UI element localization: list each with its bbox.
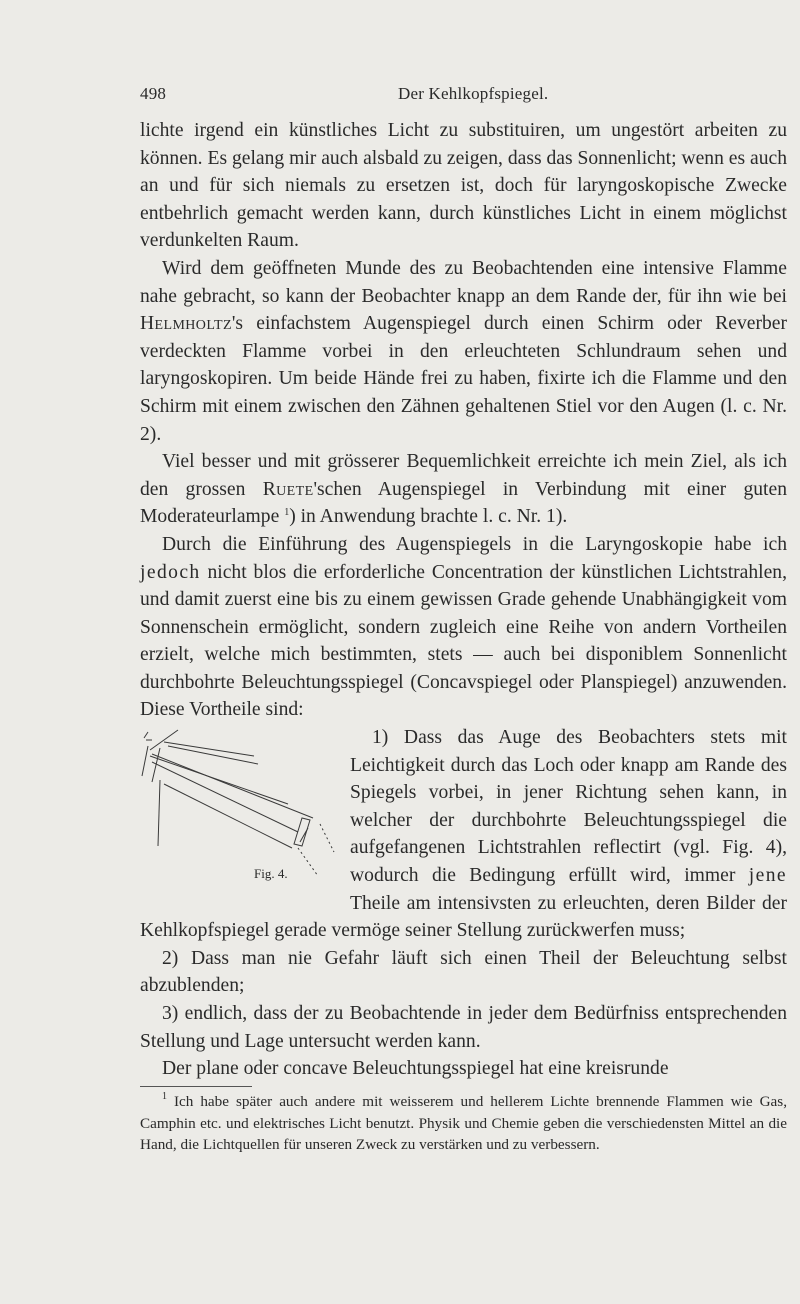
- paragraph-item-3: 3) endlich, dass der zu Beobachtende in jeder dem Bedürfniss entsprechenden Stellung und Lage untersucht werden kann.: [140, 1003, 787, 1052]
- footnote-ref: 1: [284, 507, 290, 519]
- figure-caption: Fig. 4.: [254, 866, 288, 882]
- paragraph-item-2: 2) Dass man nie Gefahr läuft sich einen Theil der Beleuchtung selbst abzublenden;: [140, 947, 787, 997]
- page-number: 498: [140, 84, 167, 103]
- paragraph-2: Wird dem geöffneten Munde des zu Beobachtenden eine intensive Flamme nahe gebracht, so kann der Beobachter knapp an dem Rande der, für ihn wie bei Helmholtz's einfachstem Augenspiegel durch einen Schirm oder Reverber verdeckten Flamme vorbei in den erleuchteten Schlundraum sehen und laryngoskopiren. Um beide Hände frei zu haben, fixirte ich die Flamme und den Schirm mit einem zwischen den Zähnen gehaltenen Stiel vor den Augen (l. c. Nr. 2).: [140, 257, 787, 445]
- paragraph-3: Viel besser und mit grösserer Bequemlichkeit erreichte ich mein Ziel, als ich den grossen Ruete'schen Augenspiegel in Verbindung mit einer guten Moderateurlampe $^1$) in Anwendung brachte l. c. Nr. 1).: [140, 451, 787, 528]
- item-1-text: 1) Dass das Auge des Beobachters stets mit Leichtigkeit durch das Loch oder knapp am Rande des Spiegels vorbei, in jener Richtung sehen kann, in welcher der durchbohrte Beleuchtungsspiegel die aufgefangenen Lichtstrahlen reflectirt (vgl. Fig. 4), wodurch die Bedingung erfüllt wird, immer: [350, 727, 787, 887]
- footnote-marker: 1: [162, 1091, 167, 1102]
- item-1-text-end: Theile am intensivsten zu erleuchten, deren Bilder der Kehlkopfspiegel gerade vermöge seiner Stellung zurückwerfen muss;: [140, 892, 787, 942]
- paragraph-1: lichte irgend ein künstliches Licht zu substituiren, um ungestört arbeiten zu können. Es gelang mir auch alsbald zu zeigen, dass das Sonnenlicht; wenn es auch an und für sich niemals zu ersetzen ist, doch für laryngoskopische Zwecke entbehrlich gemacht werden kann, durch künstliches Licht in einem möglichst verdunkelten Raum.: [140, 120, 787, 252]
- footnote-rule: [140, 1086, 252, 1087]
- name-helmholtz: Helmholtz: [140, 313, 232, 335]
- name-ruete: Ruete: [262, 478, 314, 500]
- footnote-text: Ich habe später auch andere mit weisserem und hellerem Lichte brennende Flammen wie Gas, Camphin etc. und elektrisches Licht benutzt. Physik und Chemie geben die verschiedensten Mittel an die Hand, die Lichtquellen für unseren Zweck zu verstärken und zu verbessern.: [140, 1093, 787, 1154]
- paragraph-4: Durch die Einführung des Augenspiegels in die Laryngoskopie habe ich jedoch nicht blos die erforderliche Concentration der künstlichen Lichtstrahlen, und damit zuerst eine bis zu einem gewissen Grade gehende Unabhängigkeit vom Sonnenschein ermöglicht, sondern zugleich eine Reihe von andern Vortheilen erzielt, welche mich bestimmten, stets — auch bei disponiblem Sonnenlicht durchbohrte Beleuchtungsspiegel (Concavspiegel oder Planspiegel) anzuwenden. Diese Vortheile sind:: [140, 533, 788, 721]
- figure-4: [138, 728, 338, 892]
- body-text: [140, 117, 787, 1083]
- running-title: Der Kehlkopfspiegel.: [398, 84, 549, 103]
- footnote: [140, 1091, 787, 1156]
- emph-jene: jene: [748, 865, 787, 887]
- paragraph-last: Der plane oder concave Beleuchtungsspiegel hat eine kreisrunde: [162, 1058, 669, 1080]
- paragraph-item-1: [140, 724, 787, 945]
